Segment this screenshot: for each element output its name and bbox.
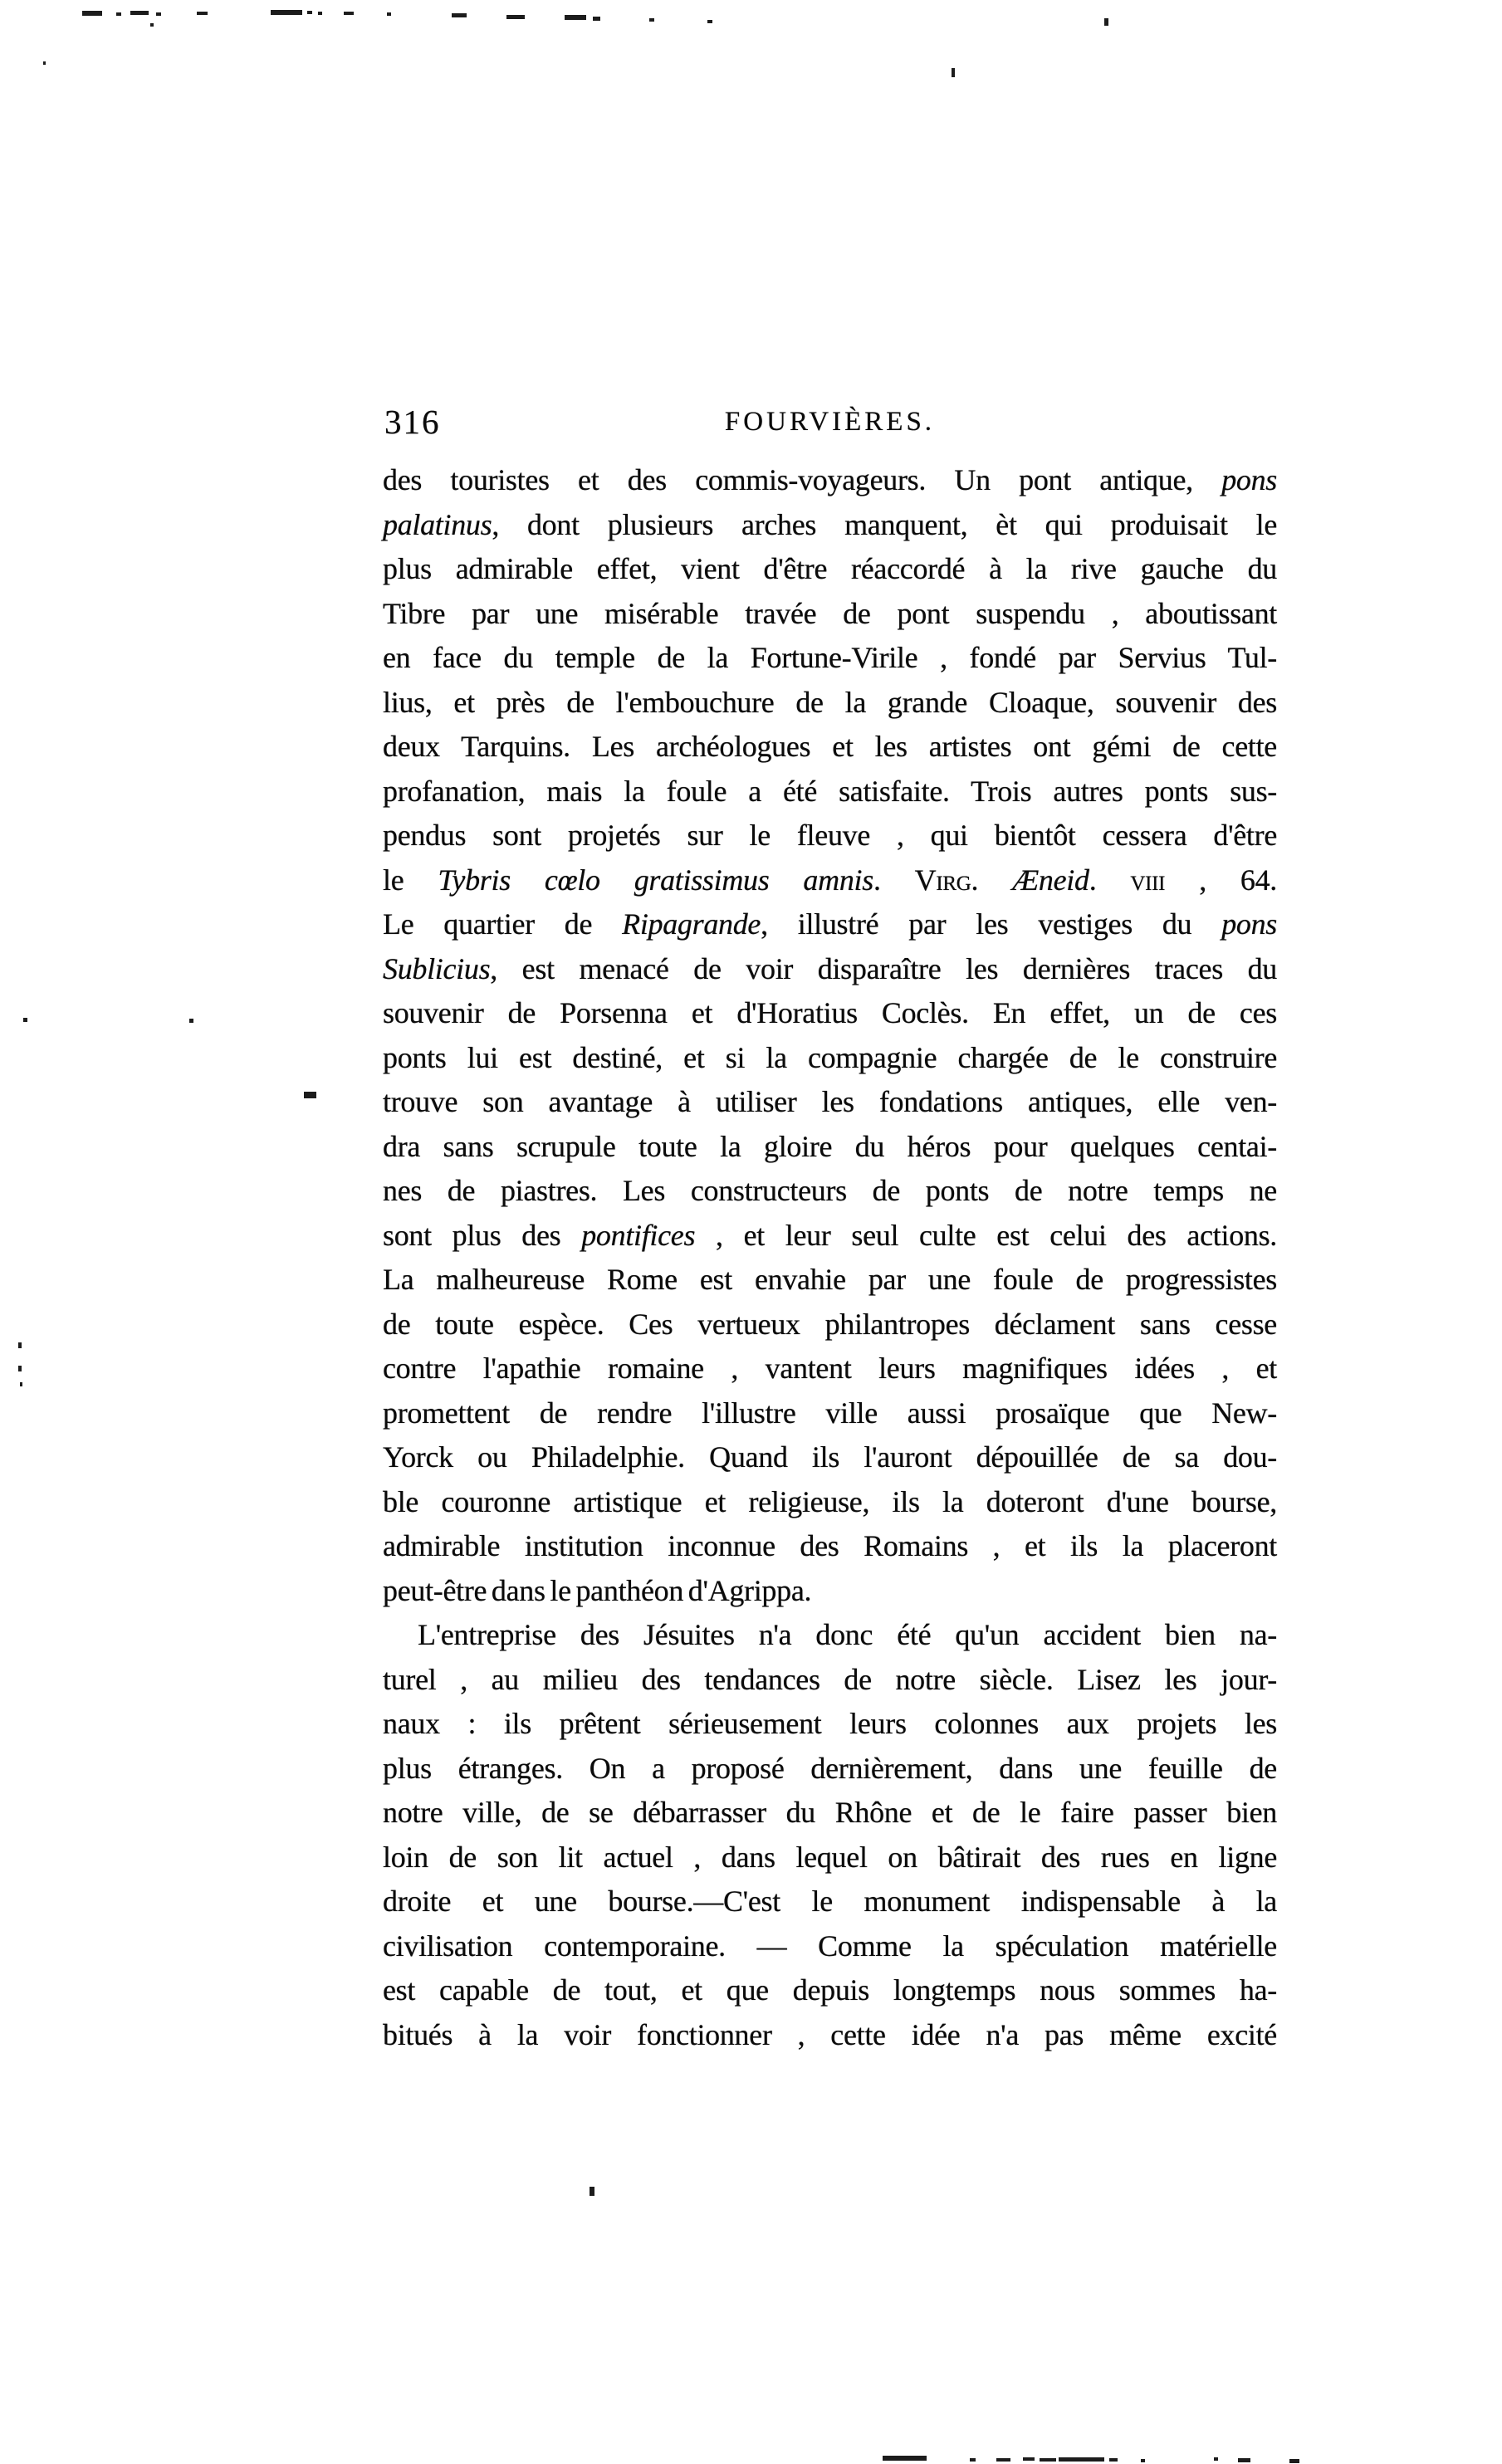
text-line <box>383 1036 1277 1081</box>
plain-text: loin de son lit actuel , dans lequel on bâtirait des rues en ligne <box>383 1840 1277 1874</box>
scan-speck <box>116 12 121 16</box>
text-line <box>383 681 1277 726</box>
running-header: FOURVIÈRES. <box>724 407 936 437</box>
plain-text: , est menacé de voir disparaître les dernières traces du <box>490 951 1277 985</box>
scan-speck <box>387 12 391 16</box>
text-line <box>383 1702 1277 1747</box>
text-line <box>383 547 1277 592</box>
text-line <box>383 1258 1277 1303</box>
plain-text: profanation, mais la foule a été satisfaite. Trois autres ponts sus- <box>383 774 1277 808</box>
text-line <box>383 636 1277 681</box>
scan-speck <box>952 68 955 77</box>
plain-text: . <box>873 863 915 897</box>
scan-speck <box>318 12 322 15</box>
scan-speck <box>1141 2459 1145 2462</box>
plain-text: souvenir de Porsenna et d'Horatius Coclès. En effet, un de ces <box>383 996 1277 1029</box>
text-line <box>383 1836 1277 1880</box>
scan-speck <box>1059 2457 1104 2462</box>
scan-speck <box>590 2187 594 2196</box>
scan-speck <box>307 11 312 14</box>
italic-text: Æneid <box>1012 863 1089 897</box>
scan-speck <box>452 13 467 17</box>
scan-speck <box>197 12 208 15</box>
body-text <box>383 458 1277 2057</box>
text-line <box>383 858 1277 903</box>
plain-text: ble couronne artistique et religieuse, ils la doteront d'une bourse, <box>383 1484 1277 1518</box>
italic-text: pons <box>1221 907 1278 941</box>
scan-speck <box>506 15 525 19</box>
italic-text: Tybris cœlo gratissimus amnis <box>438 863 873 897</box>
plain-text: peut-être dans le panthéon d'Agrippa. <box>383 1573 812 1607</box>
scan-speck <box>649 18 654 22</box>
italic-text: pontifices <box>581 1218 696 1252</box>
scan-speck <box>1238 2458 1250 2462</box>
plain-text: plus admirable effet, vient d'être réaccordé à la rive gauche du <box>383 552 1277 585</box>
text-line <box>383 1214 1277 1259</box>
plain-text: nes de piastres. Les constructeurs de ponts de notre temps ne <box>383 1174 1277 1207</box>
italic-text: Ripagrande <box>622 907 761 941</box>
plain-text: deux Tarquins. Les archéologues et les artistes ont gémi de cette <box>383 730 1277 763</box>
text-line <box>383 814 1277 858</box>
text-line <box>383 991 1277 1036</box>
page-header-row <box>383 402 1277 443</box>
text-line <box>383 902 1277 947</box>
scan-speck <box>565 15 586 20</box>
plain-text: dra sans scrupule toute la gloire du héros pour quelques centai- <box>383 1129 1277 1163</box>
plain-text: notre ville, de se débarrasser du Rhône et de le faire passer bien <box>383 1796 1277 1829</box>
scan-speck <box>344 12 354 15</box>
scan-speck <box>156 12 161 16</box>
scan-speck <box>593 17 600 21</box>
plain-text: bitués à la voir fonctionner , cette idée n'a pas même excité <box>383 2017 1277 2051</box>
text-line <box>383 1480 1277 1525</box>
plain-text: Yorck ou Philadelphie. Quand ils l'auront dépouillée de sa dou- <box>383 1440 1277 1474</box>
text-line <box>383 1347 1277 1391</box>
plain-text: des touristes et des commis-voyageurs. Un pont antique, <box>383 463 1222 496</box>
text-line <box>383 1968 1277 2013</box>
plain-text: , et leur seul culte est celui des actions. <box>695 1218 1277 1252</box>
plain-text: plus étranges. On a proposé dernièrement, dans une feuille de <box>383 1751 1277 1785</box>
scan-speck <box>1289 2459 1299 2463</box>
text-line <box>383 1391 1277 1436</box>
text-line <box>383 1791 1277 1836</box>
scan-speck <box>43 61 46 65</box>
plain-text: est capable de tout, et que depuis longtemps nous sommes ha- <box>383 1973 1277 2007</box>
text-line <box>383 947 1277 992</box>
plain-text: naux : ils prêtent sérieusement leurs colonnes aux projets les <box>383 1707 1277 1740</box>
plain-text: promettent de rendre l'illustre ville aussi prosaïque que New- <box>383 1396 1277 1430</box>
page-number: 316 <box>384 403 441 441</box>
text-line <box>383 1524 1277 1569</box>
plain-text: contre l'apathie romaine , vantent leurs magnifiques idées , et <box>383 1352 1277 1385</box>
text-line <box>383 503 1277 548</box>
plain-text: , 64. <box>1165 863 1277 897</box>
text-line <box>383 1747 1277 1792</box>
scan-speck <box>271 10 302 15</box>
text-line <box>383 2013 1277 2058</box>
scan-speck <box>150 23 154 27</box>
scan-speck <box>82 11 102 16</box>
scan-speck <box>20 1382 22 1386</box>
italic-text: Sublicius <box>383 951 491 985</box>
plain-text: sont plus des <box>383 1218 582 1252</box>
plain-text: lius, et près de l'embouchure de la grande Cloaque, souvenir des <box>383 685 1277 719</box>
text-line <box>383 1080 1277 1125</box>
text-line <box>383 1880 1277 1924</box>
plain-text: pendus sont projetés sur le fleuve , qui bientôt cessera d'être <box>383 819 1277 852</box>
text-line <box>383 725 1277 770</box>
scan-speck <box>996 2458 1010 2462</box>
plain-text: L'entreprise des Jésuites n'a donc été qu'un accident bien na- <box>418 1618 1277 1651</box>
plain-text: en face du temple de la Fortune-Virile , fondé par Servius Tul- <box>383 641 1277 674</box>
text-line <box>383 1435 1277 1480</box>
text-line <box>383 1613 1277 1658</box>
italic-text: palatinus <box>383 507 492 541</box>
text-line <box>383 1125 1277 1170</box>
text-line <box>383 1303 1277 1347</box>
plain-text: droite et une bourse.—C'est le monument indispensable à la <box>383 1885 1277 1918</box>
plain-text: civilisation contemporaine. — Comme la spéculation matérielle <box>383 1929 1277 1963</box>
plain-text: La malheureuse Rome est envahie par une foule de progressistes <box>383 1263 1277 1296</box>
plain-text: Tibre par une misérable travée de pont suspendu , aboutissant <box>383 596 1277 630</box>
text-line <box>383 592 1277 637</box>
smallcaps-text: Virg. <box>914 863 979 897</box>
plain-text: , dont plusieurs arches manquent, èt qui produisait le <box>492 507 1277 541</box>
plain-text: de toute espèce. Ces vertueux philantropes déclament sans cesse <box>383 1307 1277 1341</box>
plain-text: turel , au milieu des tendances de notre siècle. Lisez les jour- <box>383 1662 1277 1696</box>
scan-speck <box>189 1019 193 1023</box>
scan-speck <box>1104 18 1108 26</box>
plain-text <box>978 863 1012 897</box>
text-line <box>383 1569 1277 1614</box>
plain-text: trouve son avantage à utiliser les fondations antiques, elle ven- <box>383 1085 1277 1118</box>
scan-speck <box>1214 2457 1218 2461</box>
scan-speck <box>970 2458 976 2462</box>
scan-speck <box>707 20 712 23</box>
plain-text: ponts lui est destiné, et si la compagnie chargée de le construire <box>383 1040 1277 1074</box>
scan-speck <box>883 2456 927 2461</box>
scan-speck <box>1040 2458 1056 2462</box>
smallcaps-text: viii <box>1130 863 1166 897</box>
scan-speck <box>1023 2457 1035 2461</box>
plain-text: . <box>1089 863 1131 897</box>
plain-text: Le quartier de <box>383 907 623 941</box>
scan-speck <box>18 1342 22 1348</box>
plain-text: le <box>383 863 438 897</box>
scan-speck <box>1109 2458 1118 2462</box>
text-line <box>383 1658 1277 1703</box>
scan-speck <box>130 11 149 15</box>
plain-text: admirable institution inconnue des Romains , et ils la placeront <box>383 1529 1277 1562</box>
text-line <box>383 1924 1277 1969</box>
italic-text: pons <box>1221 463 1277 496</box>
text-line <box>383 458 1277 503</box>
scan-speck <box>23 1018 27 1022</box>
plain-text: , illustré par les vestiges du <box>761 907 1222 941</box>
scan-speck <box>18 1366 22 1371</box>
text-line <box>383 770 1277 814</box>
scan-speck <box>304 1092 316 1098</box>
text-line <box>383 1169 1277 1214</box>
